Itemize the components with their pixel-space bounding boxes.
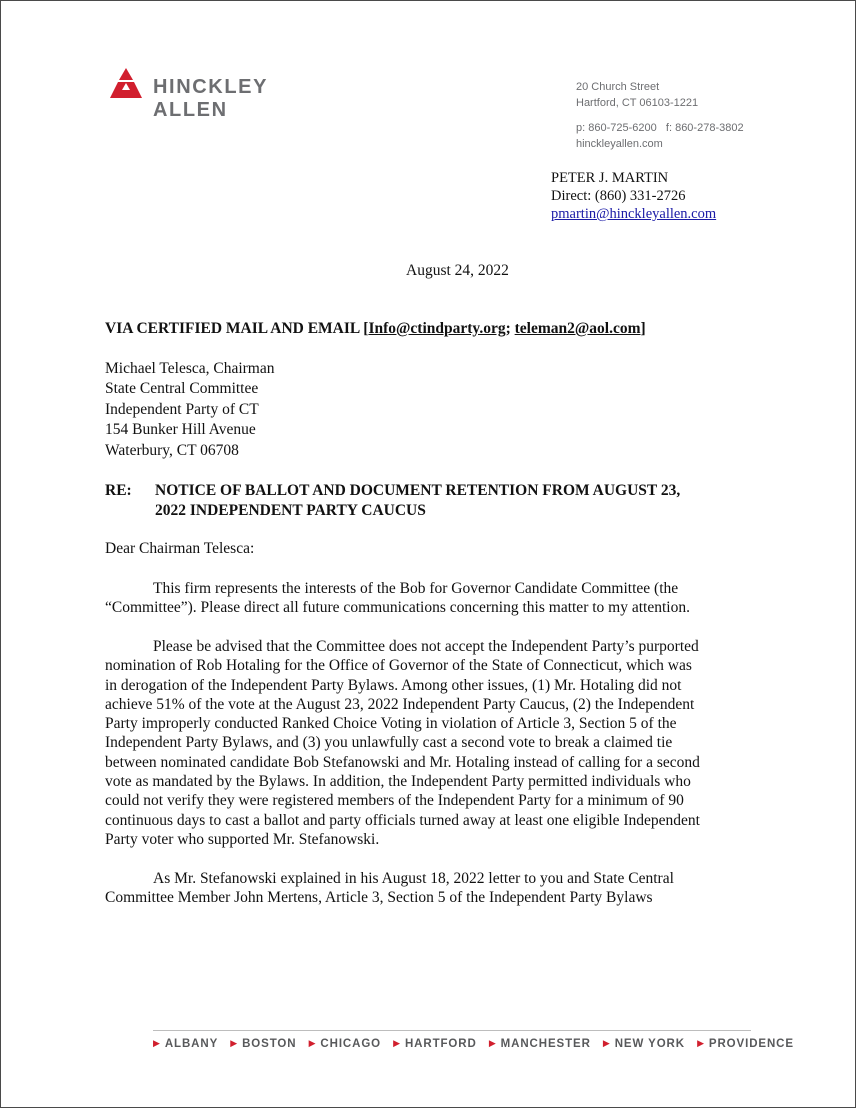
firm-phone-fax: p: 860-725-6200 f: 860-278-3802 [576,122,744,134]
paragraph-line: Committee Member John Mertens, Article 3, Section 5 of the Independent Party Bylaws [105,889,653,907]
office-city: CHICAGO [320,1038,382,1050]
delivery-method [105,320,646,338]
footer-divider [153,1030,751,1031]
triangle-bullet-icon: ▶ [153,1038,161,1048]
body-paragraph [105,637,755,849]
letter-date: August 24, 2022 [406,262,509,279]
office-city: BOSTON [242,1038,297,1050]
logo-line-2: ALLEN [153,99,228,121]
paragraph-line: in derogation of the Independent Party Bylaws. Among other issues, (1) Mr. Hotaling did not [105,676,682,694]
office-city: MANCHESTER [500,1038,591,1050]
subject-text [155,481,775,520]
paragraph-line: Party improperly conducted Ranked Choice Voting in violation of Article 3, Section 5 of the [105,715,677,733]
office-city: HARTFORD [404,1038,477,1050]
triangle-bullet-icon: ▶ [488,1038,497,1048]
triangle-logo-icon [109,68,143,100]
subject-label: RE: [105,482,132,499]
paragraph-line: continuous days to cast a ballot and party officials turned away at least one eligible Independent [105,811,700,829]
body-paragraph [105,869,755,908]
paragraph-line: Please be advised that the Committee does not accept the Independent Party’s purported [153,638,699,655]
office-city: ALBANY [164,1038,219,1050]
delivery-email-1[interactable]: Info@ctindparty.org [368,320,506,337]
addressee-line: 154 Bunker Hill Avenue [105,421,256,439]
addressee-block [105,359,275,461]
office-city: PROVIDENCE [708,1038,794,1050]
office-city: NEW YORK [614,1038,685,1050]
firm-city: Hartford, CT 06103-1221 [576,97,699,109]
attorney-direct-phone: Direct: (860) 331-2726 [551,188,686,204]
subject-line-1: NOTICE OF BALLOT AND DOCUMENT RETENTION FROM AUGUST 23, [155,482,681,499]
logo-wordmark [153,76,268,122]
paragraph-line: “Committee”). Please direct all future communications concerning this matter to my attention. [105,599,690,617]
paragraph-line: Party voter who supported Mr. Stefanowski. [105,830,380,848]
body-paragraph [105,579,755,618]
footer-offices [153,1038,794,1050]
paragraph-line: could not verify they were registered members of the Independent Party for a minimum of 90 [105,792,684,810]
attorney-email-link[interactable]: pmartin@hinckleyallen.com [551,206,717,222]
paragraph-line: achieve 51% of the vote at the August 23, 2022 Independent Party Caucus, (2) the Independent [105,695,695,713]
delivery-suffix: ] [640,320,646,337]
subject-line-2: 2022 INDEPENDENT PARTY CAUCUS [155,501,426,519]
firm-street: 20 Church Street [576,81,660,93]
addressee-line: Waterbury, CT 06708 [105,441,239,459]
paragraph-line: Independent Party Bylaws, and (3) you unlawfully cast a second vote to break a claimed tie [105,734,673,752]
addressee-line: State Central Committee [105,380,259,398]
triangle-bullet-icon: ▶ [230,1038,239,1048]
attorney-name: PETER J. MARTIN [551,170,669,186]
addressee-line: Independent Party of CT [105,400,259,418]
triangle-bullet-icon: ▶ [697,1038,705,1048]
delivery-email-2[interactable]: teleman2@aol.com [514,320,641,337]
firm-address-block [576,79,744,152]
paragraph-line: between nominated candidate Bob Stefanowski and Mr. Hotaling instead of calling for a second [105,753,700,771]
salutation: Dear Chairman Telesca: [105,540,255,557]
triangle-bullet-icon: ▶ [602,1038,611,1048]
paragraph-line: As Mr. Stefanowski explained in his August 18, 2022 letter to you and State Central [153,870,674,887]
triangle-bullet-icon: ▶ [308,1038,317,1048]
triangle-bullet-icon: ▶ [393,1038,401,1048]
addressee-line: Michael Telesca, Chairman [105,360,275,377]
attorney-block [551,169,716,223]
delivery-separator: ; [505,320,515,337]
paragraph-line: This firm represents the interests of the Bob for Governor Candidate Committee (the [153,580,679,597]
logo-line-1: HINCKLEY [153,76,269,98]
paragraph-line: vote as mandated by the Bylaws. In addition, the Independent Party permitted individuals who [105,773,691,791]
delivery-prefix: VIA CERTIFIED MAIL AND EMAIL [ [105,320,369,337]
firm-website: hinckleyallen.com [576,138,663,150]
paragraph-line: nomination of Rob Hotaling for the Office of Governor of the State of Connecticut, which was [105,657,692,675]
